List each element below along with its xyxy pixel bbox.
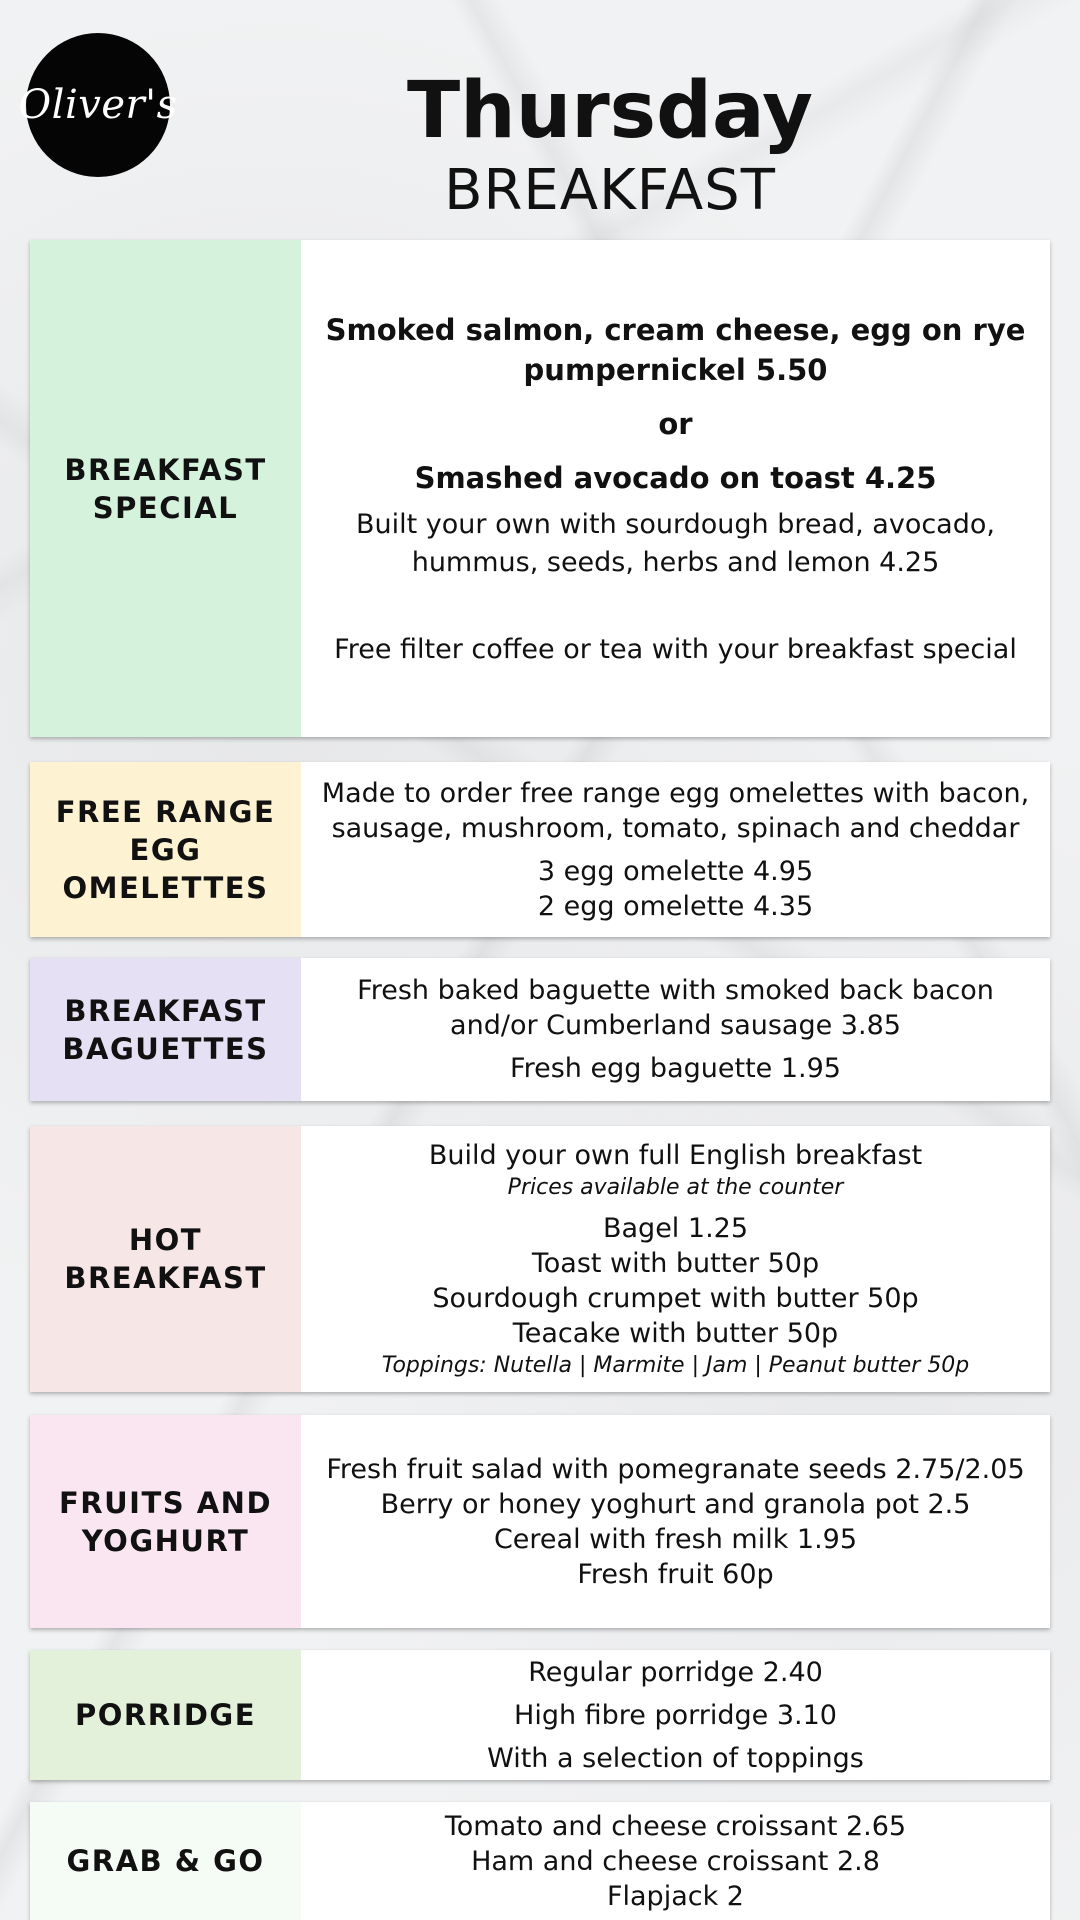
- section-content: [301, 240, 1050, 737]
- section-grab-and-go: [30, 1802, 1050, 1920]
- menu-note: Toppings: Nutella | Marmite | Jam | Peanut butter 50p: [381, 1352, 970, 1378]
- menu-note: Prices available at the counter: [507, 1174, 844, 1200]
- menu-item: Fresh fruit 60p: [577, 1558, 774, 1590]
- section-porridge: [30, 1650, 1050, 1780]
- section-content: [301, 958, 1050, 1101]
- section-breakfast-special: [30, 240, 1050, 737]
- menu-item: Fresh baked baguette with smoked back bacon and/or Cumberland sausage 3.85: [357, 975, 994, 1041]
- menu-item: or: [658, 407, 693, 441]
- section-content: [301, 762, 1050, 937]
- menu-item: 2 egg omelette 4.35: [537, 890, 814, 922]
- menu-item: Toast with butter 50p: [531, 1247, 820, 1279]
- menu-item: Build your own full English breakfast: [428, 1139, 923, 1171]
- section-label: HOT BREAKFAST: [30, 1126, 301, 1392]
- page-title: Thursday: [406, 66, 814, 156]
- olivers-logo: Oliver's: [26, 33, 170, 177]
- section-fruits-yoghurt: [30, 1415, 1050, 1628]
- menu-item: Built your own with sourdough bread, avocado, hummus, seeds, herbs and lemon 4.25: [356, 509, 995, 578]
- section-content: [301, 1650, 1050, 1780]
- section-label: PORRIDGE: [30, 1650, 301, 1780]
- section-omelettes: [30, 762, 1050, 937]
- menu-item: Ham and cheese croissant 2.8: [471, 1845, 880, 1877]
- section-label: GRAB & GO: [30, 1802, 301, 1920]
- menu-item: Made to order free range egg omelettes with bacon, sausage, mushroom, tomato, spinach and cheddar: [321, 777, 1030, 844]
- section-hot-breakfast: [30, 1126, 1050, 1392]
- section-label: FRUITS AND YOGHURT: [30, 1415, 301, 1628]
- menu-item: 3 egg omelette 4.95: [537, 855, 814, 887]
- menu-item: Sourdough crumpet with butter 50p: [432, 1282, 919, 1314]
- section-label: FREE RANGE EGG OMELETTES: [30, 762, 301, 937]
- menu-note: Free filter coffee or tea with your breakfast special: [334, 634, 1017, 665]
- menu-item: Teacake with butter 50p: [512, 1317, 839, 1349]
- section-content: [301, 1415, 1050, 1628]
- menu-item: Flapjack 2: [606, 1880, 744, 1912]
- menu-item: With a selection of toppings: [487, 1742, 864, 1774]
- section-content: [301, 1802, 1050, 1920]
- menu-item: Tomato and cheese croissant 2.65: [444, 1810, 907, 1842]
- menu-item: High fibre porridge 3.10: [514, 1699, 837, 1731]
- page-subtitle: BREAKFAST: [444, 158, 776, 223]
- menu-item: Fresh egg baguette 1.95: [510, 1053, 841, 1084]
- menu-item: Smoked salmon, cream cheese, egg on rye pumpernickel 5.50: [325, 313, 1026, 387]
- menu-item: Cereal with fresh milk 1.95: [493, 1523, 858, 1555]
- menu-item: Bagel 1.25: [602, 1212, 749, 1244]
- menu-item: Fresh fruit salad with pomegranate seeds 2.75/2.05: [326, 1453, 1025, 1485]
- menu-item: Berry or honey yoghurt and granola pot 2.5: [380, 1488, 971, 1520]
- menu-item: Smashed avocado on toast 4.25: [414, 461, 937, 495]
- section-label: BREAKFAST SPECIAL: [30, 240, 301, 737]
- section-baguettes: [30, 958, 1050, 1101]
- section-content: [301, 1126, 1050, 1392]
- section-label: BREAKFAST BAGUETTES: [30, 958, 301, 1101]
- menu-item: Regular porridge 2.40: [528, 1656, 823, 1688]
